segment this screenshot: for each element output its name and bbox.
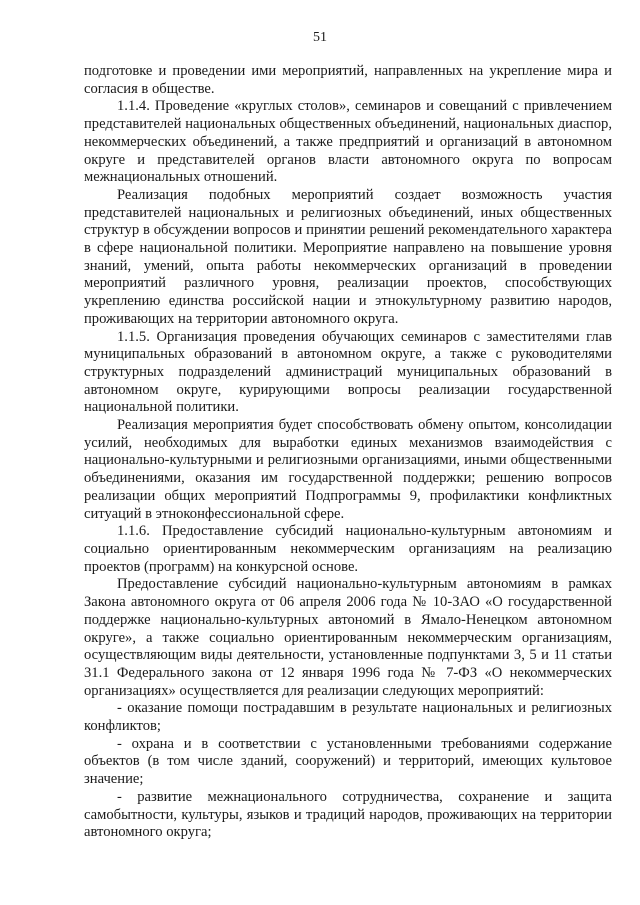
paragraph-continuation: подготовке и проведении ими мероприятий, направленных на укрепление мира и согласия в обществе. — [84, 63, 612, 97]
document-body — [84, 63, 612, 842]
paragraph-implementation-1: Реализация подобных мероприятий создает возможность участия представителей национальных и религиозных объединений, иных общественных структур в обсуждении вопросов и принятии решений рекомендательного характера в сфере национальной политики. Мероприятие направлено на повышение уровня знаний, умений, опыта работы некоммерческих организаций в проведении мероприятий различного уровня, реализации проектов, способствующих укреплению единства российской нации и этнокультурному развитию народов, проживающих на территории автономного округа. — [84, 186, 612, 327]
paragraph-item-1-1-6: 1.1.6. Предоставление субсидий национально-культурным автономиям и социально ориентированным некоммерческим организациям на реализацию проектов (программ) на конкурсной основе. — [84, 523, 612, 575]
paragraph-implementation-2: Реализация мероприятия будет способствовать обмену опытом, консолидации усилий, необходимых для выработки единых механизмов взаимодействия с национально-культурными и религиозными организациями, иными общественными объединениями, оказания им государственной поддержки; решению вопросов реализации общих мероприятий Подпрограммы 9, профилактики конфликтных ситуаций в этноконфессиональной сфере. — [84, 417, 612, 522]
list-item: - развитие межнационального сотрудничества, сохранение и защита самобытности, культуры, языков и традиций народов, проживающих на территории автономного округа; — [84, 788, 612, 841]
paragraph-subsidies: Предоставление субсидий национально-культурным автономиям в рамках Закона автономного округа от 06 апреля 2006 года № 10-ЗАО «О государственной поддержке национально-культурных автономий в Ямало-Ненецком автономном округе», а также социально ориентированным некоммерческим организациям, осуществляющим виды деятельности, установленные подпунктами 3, 5 и 11 статьи 31.1 Федерального закона от 12 января 1996 года № 7-ФЗ «О некоммерческих организациях» осуществляется для реализации следующих мероприятий: — [84, 576, 612, 699]
list-item: - охрана и в соответствии с установленными требованиями содержание объектов (в том числе зданий, сооружений) и территорий, имеющих культовое значение; — [84, 735, 612, 788]
page-number: 51 — [313, 30, 327, 45]
list-item: - оказание помощи пострадавшим в результате национальных и религиозных конфликтов; — [84, 700, 612, 735]
paragraph-item-1-1-5: 1.1.5. Организация проведения обучающих семинаров с заместителями глав муниципальных образований в автономном округе, а также с руководителями структурных подразделений администраций муниципальных образований в автономном округе, курирующими вопросы реализации государственной национальной политики. — [84, 328, 612, 416]
paragraph-item-1-1-4: 1.1.4. Проведение «круглых столов», семинаров и совещаний с привлечением представителей национальных общественных объединений, национальных диаспор, некоммерческих объединений, а также предприятий и организаций в автономном округе и представителей органов власти автономного округа по вопросам межнациональных отношений. — [84, 98, 612, 186]
